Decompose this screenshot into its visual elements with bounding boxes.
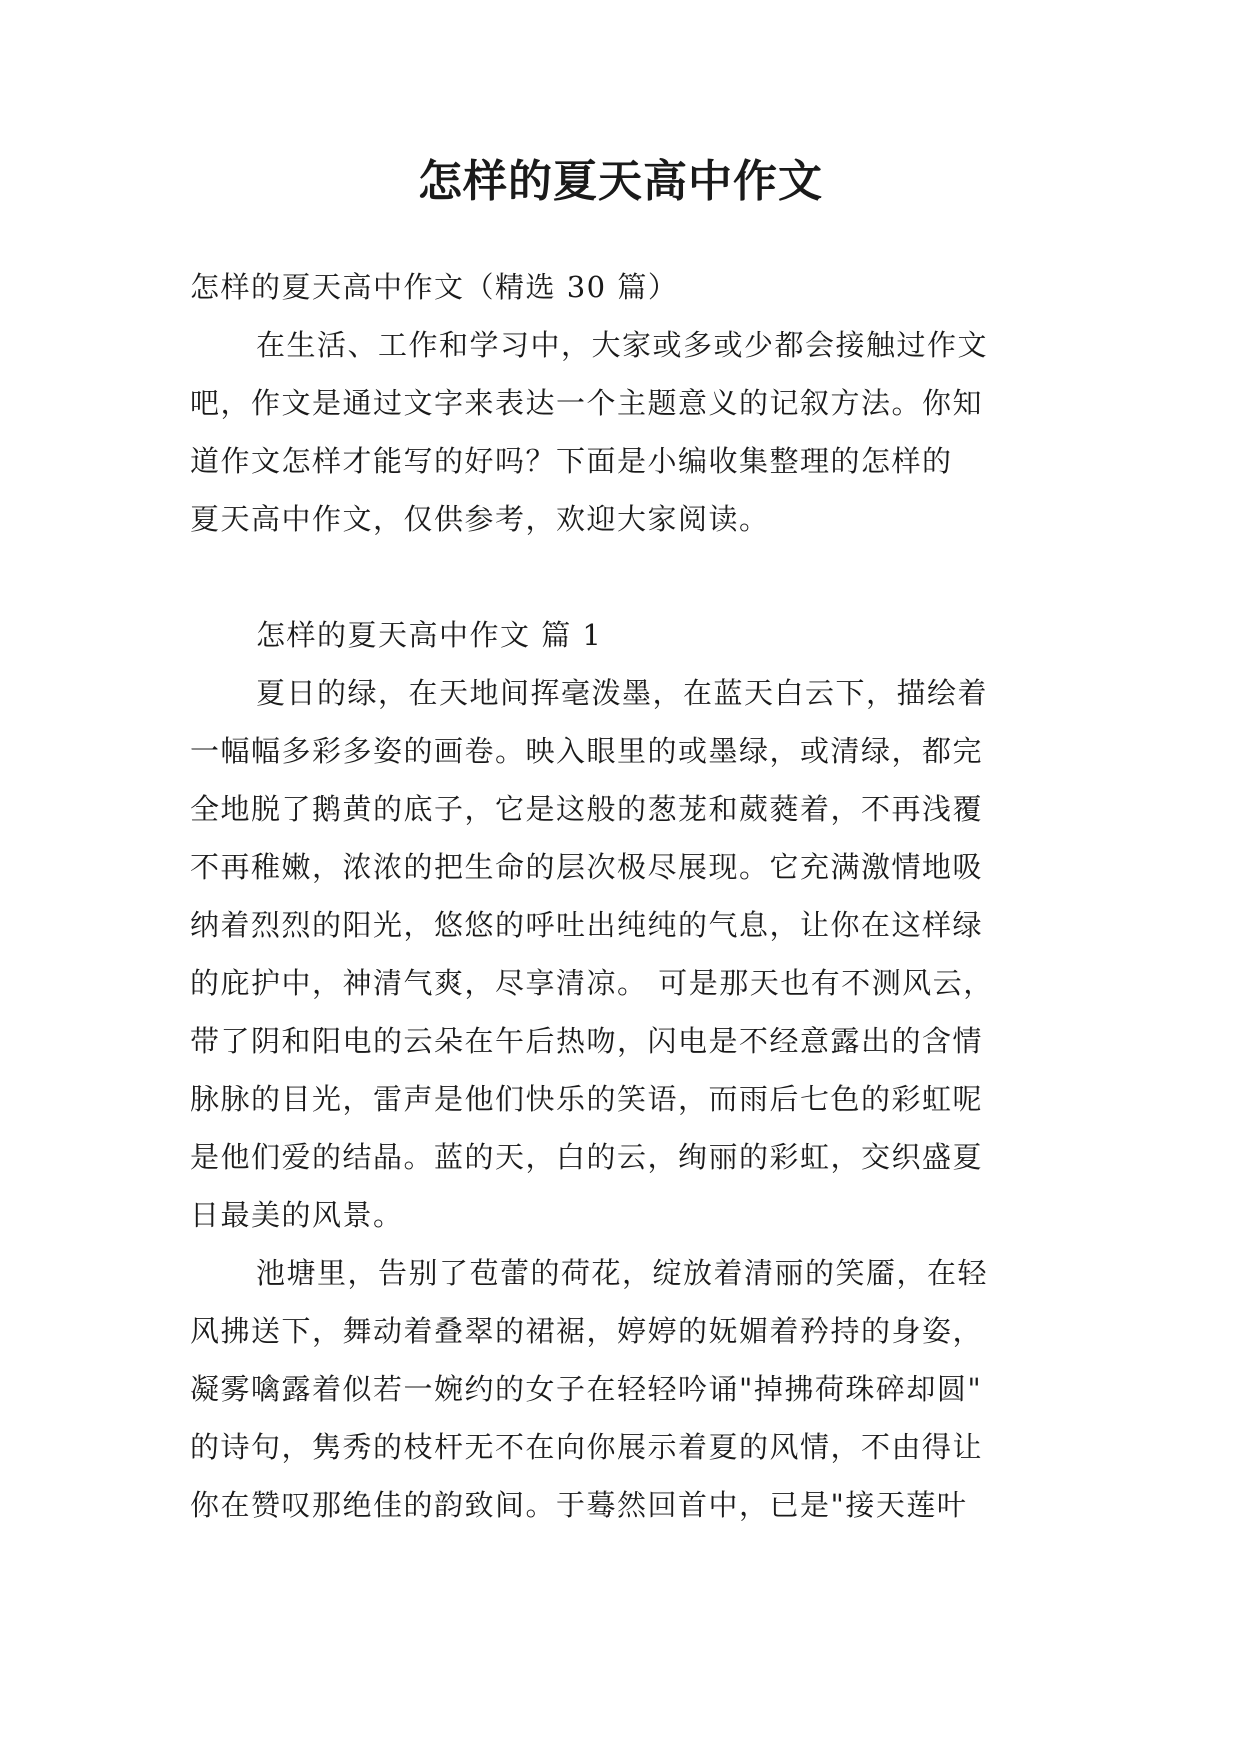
paragraph-line: 的庇护中，神清气爽，尽享清凉。 可是那天也有不测风云， bbox=[190, 966, 994, 1000]
intro-paragraph-line: 吧，作文是通过文字来表达一个主题意义的记叙方法。你知 bbox=[190, 386, 984, 420]
paragraph-line: 纳着烈烈的阳光，悠悠的呼吐出纯纯的气息，让你在这样绿 bbox=[190, 908, 984, 942]
paragraph-line: 的诗句，隽秀的枝杆无不在向你展示着夏的风情，不由得让 bbox=[190, 1430, 984, 1464]
paragraph-line: 是他们爱的结晶。蓝的天，白的云，绚丽的彩虹，交织盛夏 bbox=[190, 1140, 984, 1174]
paragraph-line: 池塘里，告别了苞蕾的荷花，绽放着清丽的笑靥，在轻 bbox=[256, 1256, 989, 1290]
paragraph-line: 风拂送下，舞动着叠翠的裙裾，婷婷的妩媚着矜持的身姿， bbox=[190, 1314, 984, 1348]
paragraph-line: 凝雾噙露着似若一婉约的女子在轻轻吟诵"掉拂荷珠碎却圆" bbox=[190, 1372, 983, 1406]
paragraph-line: 脉脉的目光，雷声是他们快乐的笑语，而雨后七色的彩虹呢 bbox=[190, 1082, 984, 1116]
section-heading: 怎样的夏天高中作文 篇 1 bbox=[256, 618, 603, 652]
paragraph-line: 日最美的风景。 bbox=[190, 1198, 404, 1232]
paragraph-line: 不再稚嫩，浓浓的把生命的层次极尽展现。它充满激情地吸 bbox=[190, 850, 984, 884]
blank-line bbox=[190, 548, 1058, 606]
intro-paragraph-line: 道作文怎样才能写的好吗？下面是小编收集整理的怎样的 bbox=[190, 444, 953, 478]
paragraph-line: 全地脱了鹅黄的底子，它是这般的葱茏和葳蕤着，不再浅覆 bbox=[190, 792, 984, 826]
intro-paragraph-line: 在生活、工作和学习中，大家或多或少都会接触过作文 bbox=[256, 328, 989, 362]
paragraph-line: 一幅幅多彩多姿的画卷。映入眼里的或墨绿，或清绿，都完 bbox=[190, 734, 984, 768]
intro-paragraph-line: 夏天高中作文，仅供参考，欢迎大家阅读。 bbox=[190, 502, 770, 536]
subtitle-line: 怎样的夏天高中作文（精选 30 篇） bbox=[190, 270, 679, 304]
paragraph-line: 你在赞叹那绝佳的韵致间。于蓦然回首中，已是"接天莲叶 bbox=[190, 1488, 968, 1522]
paragraph-line: 带了阴和阳电的云朵在午后热吻，闪电是不经意露出的含情 bbox=[190, 1024, 984, 1058]
paragraph-line: 夏日的绿，在天地间挥毫泼墨，在蓝天白云下，描绘着 bbox=[256, 676, 989, 710]
document-body bbox=[190, 258, 1058, 1534]
document-title: 怎样的夏天高中作文 bbox=[418, 156, 823, 207]
